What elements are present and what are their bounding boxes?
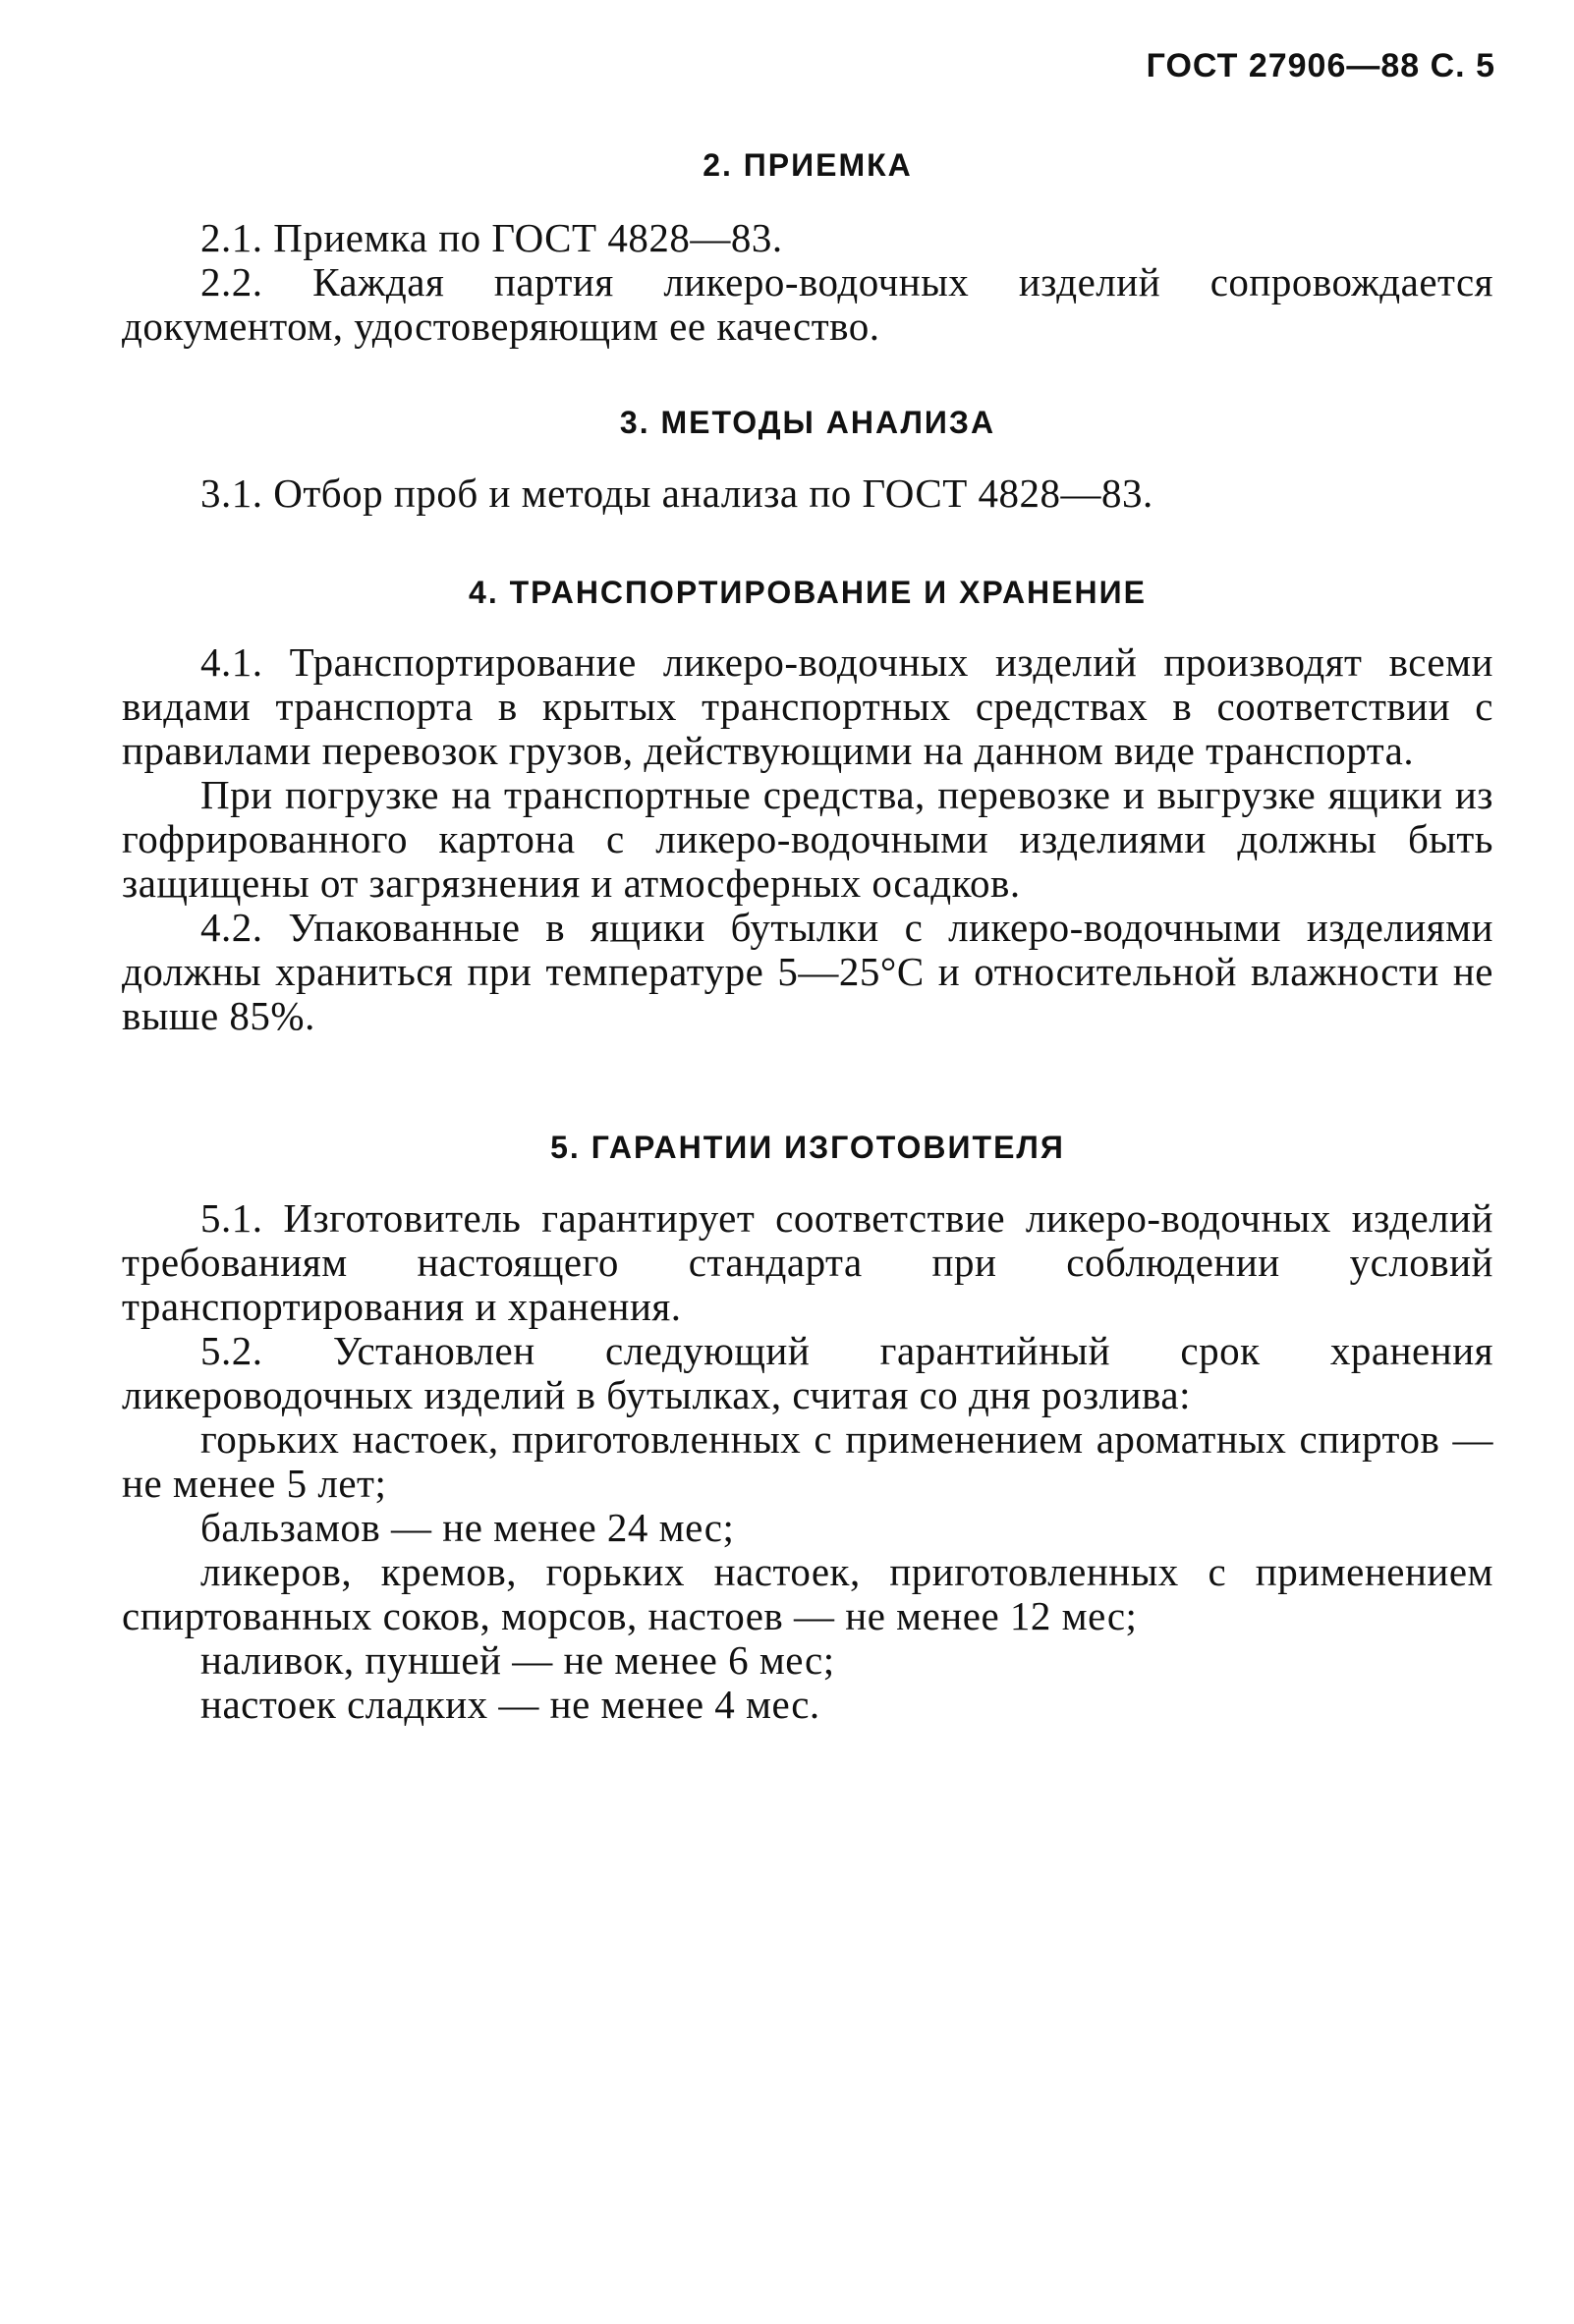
paragraph-2-1: 2.1. Приемка по ГОСТ 4828—83. — [200, 215, 783, 260]
section-5-title: 5. ГАРАНТИИ ИЗГОТОВИТЕЛЯ — [550, 1130, 1065, 1165]
paragraph-4-2: 4.2. Упакованные в ящики бутылки с ликеро-водочными изделиями должны храниться при температуре 5—25°С и относительной влажности не выше 85%. — [122, 905, 1493, 1038]
warranty-item: бальзамов — не менее 24 мес; — [200, 1505, 735, 1550]
running-head: ГОСТ 27906—88 С. 5 — [1146, 47, 1495, 84]
section-2-body — [122, 216, 1493, 349]
section-2-title: 2. ПРИЕМКА — [703, 147, 913, 183]
warranty-item: горьких настоек, приготовленных с применением ароматных спиртов — не менее 5 лет; — [122, 1416, 1493, 1506]
paragraph-3-1: 3.1. Отбор проб и методы анализа по ГОСТ 4828—83. — [200, 470, 1153, 516]
paragraph-5-2: 5.2. Установлен следующий гарантийный срок хранения ликероводочных изделий в бутылках, считая со дня розлива: — [122, 1328, 1493, 1417]
section-5-body — [122, 1196, 1493, 1727]
warranty-item: наливок, пуншей — не менее 6 мес; — [200, 1637, 835, 1683]
section-4-title: 4. ТРАНСПОРТИРОВАНИЕ И ХРАНЕНИЕ — [469, 575, 1147, 610]
paragraph-5-1: 5.1. Изготовитель гарантирует соответствие ликеро-водочных изделий требованиям настоящего стандарта при соблюдении условий транспортирования и хранения. — [122, 1195, 1493, 1329]
section-3-title: 3. МЕТОДЫ АНАЛИЗА — [619, 405, 996, 440]
section-4-body — [122, 640, 1493, 1038]
section-3-body — [122, 471, 1493, 516]
warranty-item: ликеров, кремов, горьких настоек, приготовленных с применением спиртованных соков, морсов, настоев — не менее 12 мес; — [122, 1549, 1493, 1638]
paragraph-4-1: 4.1. Транспортирование ликеро-водочных изделий производят всеми видами транспорта в крытых транспортных средствах в соответствии с правилами перевозок грузов, действующими на данном виде транспорта. — [122, 639, 1493, 773]
paragraph-4-1-note: При погрузке на транспортные средства, перевозке и выгрузке ящики из гофрированного картона с ликеро-водочными изделиями должны быть защищены от загрязнения и атмосферных осадков. — [122, 772, 1493, 906]
paragraph-2-2: 2.2. Каждая партия ликеро-водочных изделий сопровождается документом, удостоверяющим ее качество. — [122, 259, 1493, 349]
warranty-item: настоек сладких — не менее 4 мес. — [200, 1682, 820, 1727]
